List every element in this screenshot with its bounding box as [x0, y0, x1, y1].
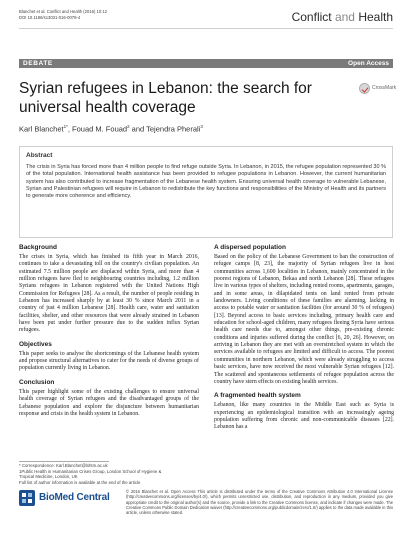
citation-line: Blanchet et al. Conflict and Health (2016) 10:12 [19, 9, 107, 14]
affiliation-line: 1Public Health in Humanitarian Crises Group, London School of Hygiene & [19, 468, 162, 474]
doi-line[interactable]: DOI 10.1186/s13031-016-0079-4 [19, 14, 81, 20]
citation-block [19, 9, 107, 20]
author-name[interactable]: Tejendra Pherali [146, 124, 201, 134]
section-paragraph: This paper highlight some of the existing challenges to ensure universal health coverage of Syrian refugees and the disadvantaged groups of the Lebanese population and explore the disjuncture between humanitarian response and crisis in the health system in Lebanon. [19, 388, 199, 417]
crossmark-badge[interactable] [359, 83, 397, 95]
section [19, 379, 199, 418]
correspondence-line[interactable]: * Correspondence: Karl.Blanchet@lshtm.ac.uk [19, 463, 108, 468]
section-heading: A dispersed population [214, 244, 286, 251]
abstract-text: The crisis in Syria has forced more than 4 million people to find refuge outside Syria. In Lebanon, in 2015, the refugee population represented 30 % of the total population. International health assistance has been provided to refugee populations in Lebanon. However, the current humanitarian system has also contributed to increase fragmentation of the Lebanese health system. Ensuring universal health coverage to vulnerable Lebanese, Syrian and Palestinian refugees will require in Lebanon to redistribute the key functions and responsibilities of the Ministry of Health and its partners to generate more coherence and efficiency. [26, 164, 386, 200]
publisher-logo[interactable] [19, 489, 129, 511]
section [214, 392, 394, 431]
biomed-central-logo-icon [19, 490, 35, 506]
section-heading: A fragmented health system [214, 392, 301, 400]
left-column [19, 244, 199, 424]
crossmark-icon [359, 83, 370, 94]
author-affiliation: 2 [127, 124, 130, 129]
journal-name-part: Conflict [291, 10, 332, 24]
footnote-divider [19, 461, 109, 462]
journal-name-sep: and [331, 10, 359, 24]
affiliation-line: Tropical Medicine, London, UK [19, 474, 78, 480]
section-paragraph: Lebanon, like many countries in the Middle East such as Syria is experiencing an epidemiological transition with an increasingly ageing population suffering from chronic and non-communicable diseases [22]. Lebanon has a [214, 402, 394, 431]
author-name[interactable]: Fouad M. Fouad [72, 124, 128, 134]
section-paragraph: Based on the policy of the Lebanese Government to ban the construction of refugee camps [8, 23], the majority of Syrian refugees live in host communities across 1,600 localities in Lebanon, mainly concentrated in the poorest regions of Lebanon, Bekaa and north Lebanon [28]. These refugees live in various types of shelters, including rented rooms, apartments, garages, and in some areas, in dilapidated tents on land rented from private landowners. Living conditions of these families are alarming, lacking in access to potable water or sanitation facilities (for around 30 % of refugees) [13]. Beyond access to basic services including, primary health care and education for school-aged children, many refugees fleeing Syria have serious health care needs due to, amongst other things, pre-existing chronic conditions and injuries suffered during the conflict [6, 20, 26]. However, on arriving in Lebanon they are met with an overstretched system in which the services available to refugees are limited and difficult to access. The poorest communities in northern Lebanon, which were already struggling to access basic services, have now received the most vulnerable Syrian refugees [12]. The scattered and spontaneous settlements of refugee population across the country have stern effects on existing health services. [214, 254, 394, 385]
header-divider [19, 28, 393, 29]
section-heading: Background [19, 244, 57, 251]
section-paragraph: This paper seeks to analyse the shortcomings of the Lebanese health system and propose structural alternatives to cater for the needs of diverse groups of population currently living in Lebanon. [19, 350, 199, 372]
footnotes [19, 463, 199, 485]
journal-name-part: Health [358, 10, 393, 24]
right-column [214, 244, 394, 438]
author-affiliation: 1* [63, 124, 68, 129]
section [214, 244, 394, 386]
article-type-label: DEBATE [23, 60, 53, 67]
publisher-name: BioMed Central [39, 492, 110, 503]
section-heading: Objectives [19, 340, 52, 348]
abstract-heading: Abstract [26, 152, 53, 159]
section-heading: Conclusion [19, 378, 55, 386]
crossmark-label: CrossMark [372, 85, 397, 91]
section [19, 341, 199, 373]
article-title: Syrian refugees in Lebanon: the search for universal health coverage [19, 80, 312, 116]
author-name[interactable]: Karl Blanchet [19, 124, 64, 134]
article-type-bar [19, 59, 393, 68]
journal-name[interactable] [292, 10, 393, 24]
author-affiliation: 3 [200, 124, 203, 129]
author-separator: , [67, 124, 73, 134]
section-paragraph: The crises in Syria, which has finished its fifth year in March 2016, continues to take a devastating toll on the country's civilian population. An estimated 7.5 million people are displaced within Syria, and more than 4 million refugees have fled to neighbouring countries including, 1.2 million Syrians refugees in Lebanon registered with the United Nations High Commission for Refugees [28]. As a result, the number of people residing in Lebanon has increased sharply by at least 30 % since March 2011 in a country of just 4 million Lebanese [28]. Health care, water and sanitation facilities, shelter, and other resources that were already strained in Lebanon have been put under further pressure due to the sudden influx Syrian refugees. [19, 254, 199, 334]
author-info-note: Full list of author information is available at the end of the article [19, 479, 141, 485]
license-text: © 2016 Blanchet et al. Open Access This article is distributed under the terms of the Creative Commons Attribution 4.0 International License (http://creativecommons.org/licenses/by/4.0/), which permits unrestricted use, distribution, and reproduction in any medium, provided you give appropriate credit to the original author(s) and the source, provide a link to the Creative Commons license, and indicate if changes were made. The Creative Commons Public Domain Dedication waiver (http://creativecommons.org/publicdomain/zero/1.0/) applies to the data made available in this article, unless otherwise stated. [126, 489, 393, 516]
section [19, 244, 199, 335]
abstract-box [19, 146, 393, 238]
author-separator: and [129, 124, 147, 134]
open-access-label[interactable]: Open Access [348, 60, 389, 67]
author-list [19, 124, 203, 134]
